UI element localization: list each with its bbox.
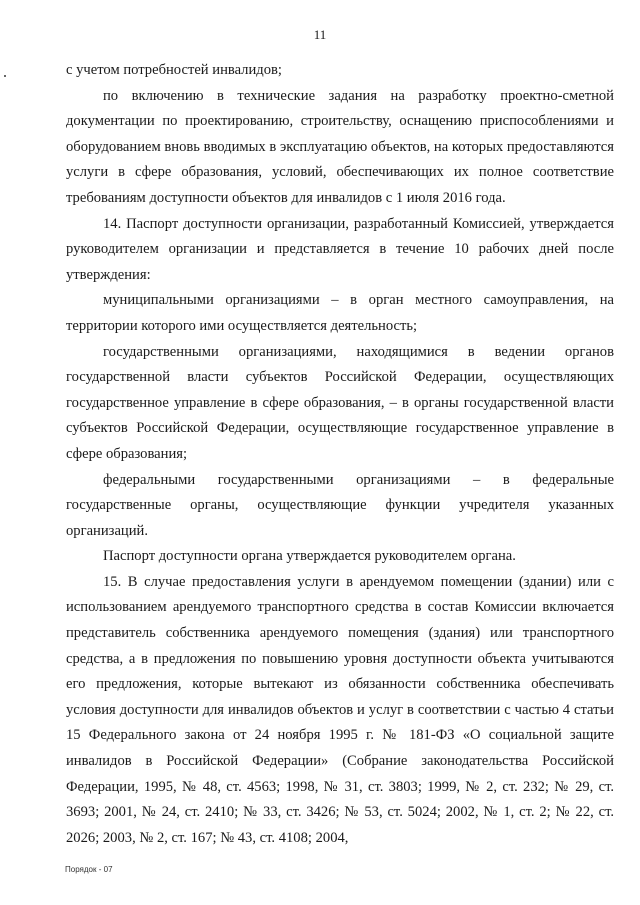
- paragraph-4: муниципальными организациями – в орган местного самоуправления, на территории которого ими осуществляется деятельность;: [66, 292, 614, 334]
- paragraph-3: 14. Паспорт доступности организации, разработанный Комиссией, утверждается руководителем организации и представляется в течение 10 рабочих дней после утверждения:: [66, 215, 614, 283]
- document-body: [66, 58, 614, 851]
- page-number: 11: [313, 27, 327, 42]
- scan-speck: [4, 75, 6, 77]
- paragraph-6: федеральными государственными организациями – в федеральные государственные органы, осуществляющие функции учредителя указанных организаций.: [66, 471, 614, 539]
- paragraph-2: по включению в технические задания на разработку проектно-сметной документации по проектированию, строительству, оснащению приспособлениями и оборудованием вновь вводимых в эксплуатацию объектов, на которых предоставляются услуги в сфере образования, условий, обеспечивающих их полное соответствие требованиям доступности объектов для инвалидов с 1 июля 2016 года.: [66, 87, 614, 206]
- footer-label: Порядок - 07: [65, 865, 113, 874]
- paragraph-5: государственными организациями, находящимися в ведении органов государственной власти субъектов Российской Федерации, осуществляющих государственное управление в сфере образования, – в органы государственной власти субъектов Российской Федерации, осуществляющие государственное управление в сфере образования;: [66, 343, 614, 462]
- paragraph-1: с учетом потребностей инвалидов;: [66, 62, 282, 78]
- paragraph-7: Паспорт доступности органа утверждается руководителем органа.: [103, 548, 516, 565]
- paragraph-8: 15. В случае предоставления услуги в арендуемом помещении (здании) или с использованием арендуемого транспортного средства в состав Комиссии включается представитель собственника арендуемого помещения (здания) или транспортного средства, а в предложения по повышению уровня доступности объекта учитываются его предложения, которые вытекают из обязанности собственника обеспечивать условия доступности для инвалидов объектов и услуг в соответствии с частью 4 статьи 15 Федерального закона от 24 ноября 1995 г. № 181-ФЗ «О социальной защите инвалидов в Российской Федерации» (Собрание законодательства Российской Федерации, 1995, № 48, ст. 4563; 1998, № 31, ст. 3803; 1999, № 2, ст. 232; № 29, ст. 3693; 2001, № 24, ст. 2410; № 33, ст. 3426; № 53, ст. 5024; 2002, № 1, ст. 2; № 22, ст. 2026; 2003, № 2, ст. 167; № 43, ст. 4108; 2004,: [66, 573, 614, 846]
